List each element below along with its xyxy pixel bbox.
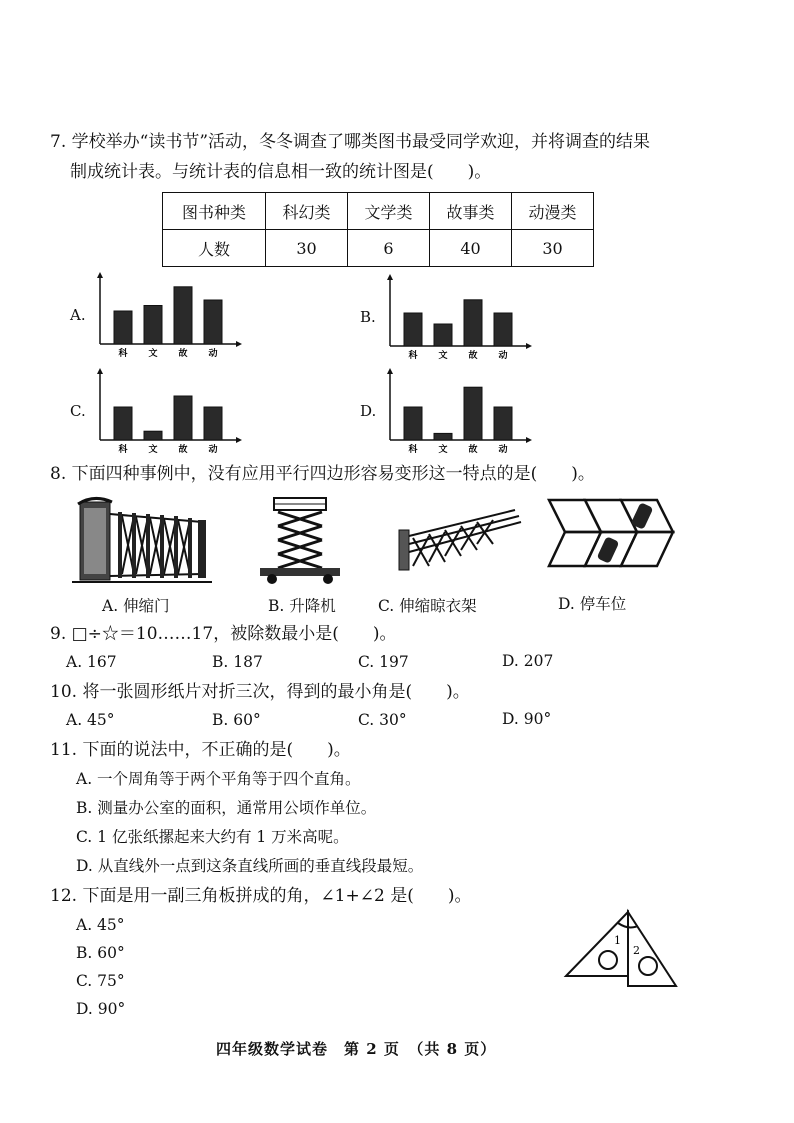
x-tick-label: 文 (438, 351, 448, 361)
q9-text: 9. □÷☆＝10……17，被除数最小是( )。 (50, 624, 397, 644)
x-tick-label: 动 (208, 445, 218, 455)
y-axis-arrow (387, 274, 393, 280)
table-col-scifi: 科幻类 (266, 193, 348, 230)
q10-text: 10. 将一张圆形纸片对折三次，得到的最小角是( )。 (50, 682, 470, 702)
q11-option-d[interactable]: D. 从直线外一点到这条直线所画的垂直线段最短。 (76, 857, 424, 875)
table-col-literature: 文学类 (348, 193, 430, 230)
bar (174, 396, 192, 440)
option-b-label: B. (360, 308, 376, 326)
drying-rack-image (395, 500, 525, 580)
q12-text: 12. 下面是用一副三角板拼成的角，∠1+∠2 是( )。 (50, 886, 472, 906)
x-tick-label: 文 (148, 445, 158, 455)
table-cell: 6 (348, 230, 430, 267)
y-axis-arrow (97, 272, 103, 278)
bar-chart-c[interactable] (90, 366, 250, 456)
bar-chart-a[interactable] (90, 270, 250, 360)
bar (434, 324, 452, 346)
bar (144, 306, 162, 345)
bar (144, 431, 162, 440)
bar (464, 387, 482, 440)
table-cell: 30 (512, 230, 594, 267)
option-d-label: D. (360, 402, 377, 420)
q8-caption-d: D. 停车位 (558, 595, 627, 613)
q11-option-c[interactable]: C. 1 亿张纸摞起来大约有 1 万米高呢。 (76, 828, 349, 846)
q12-option-c[interactable]: C. 75° (76, 972, 125, 990)
x-tick-label: 动 (208, 349, 218, 359)
bar (464, 300, 482, 346)
bar (404, 313, 422, 346)
bar (114, 311, 132, 344)
retractable-gate-image (72, 494, 212, 586)
q11-option-b[interactable]: B. 测量办公室的面积，通常用公顷作单位。 (76, 799, 377, 817)
x-axis-arrow (236, 341, 242, 347)
q7-line1: 7. 学校举办“读书节”活动，冬冬调查了哪类图书最受同学欢迎，并将调查的结果 (50, 132, 651, 152)
q9-option-c[interactable]: C. 197 (358, 653, 409, 671)
bar (404, 407, 422, 440)
q10-option-c[interactable]: C. 30° (358, 711, 407, 729)
table-col-anime: 动漫类 (512, 193, 594, 230)
page-footer: 四年级数学试卷 第 2 页 （共 8 页） (216, 1040, 497, 1058)
x-tick-label: 科 (408, 445, 418, 455)
bar (204, 407, 222, 440)
table-cell: 30 (266, 230, 348, 267)
y-axis-arrow (387, 368, 393, 374)
bar-chart-d[interactable] (380, 366, 540, 456)
table-cell: 40 (430, 230, 512, 267)
q8-caption-b: B. 升降机 (268, 597, 336, 615)
option-a-label: A. (70, 306, 86, 324)
q11-text: 11. 下面的说法中，不正确的是( )。 (50, 740, 351, 760)
y-axis-arrow (97, 368, 103, 374)
x-tick-label: 文 (438, 445, 448, 455)
angle-2-label: 2 (633, 944, 640, 957)
table-header-row (163, 193, 594, 230)
table-row-label: 人数 (163, 230, 266, 267)
q8-caption-a: A. 伸缩门 (102, 597, 170, 615)
x-tick-label: 故 (178, 349, 188, 359)
bar (494, 313, 512, 346)
x-tick-label: 科 (118, 445, 128, 455)
q12-option-b[interactable]: B. 60° (76, 944, 125, 962)
q9-option-b[interactable]: B. 187 (212, 653, 263, 671)
option-c-label: C. (70, 402, 86, 420)
q10-option-b[interactable]: B. 60° (212, 711, 261, 729)
x-axis-arrow (236, 437, 242, 443)
q8-caption-c: C. 伸缩晾衣架 (378, 597, 477, 615)
scissor-lift-image (250, 494, 350, 586)
q7-line2: 制成统计表。与统计表的信息相一致的统计图是( )。 (70, 162, 492, 182)
q9-option-d[interactable]: D. 207 (502, 652, 554, 670)
q12-option-a[interactable]: A. 45° (76, 916, 125, 934)
table-row (163, 230, 594, 267)
q9-option-a[interactable]: A. 167 (66, 653, 117, 671)
q10-option-a[interactable]: A. 45° (66, 711, 115, 729)
bar (494, 407, 512, 440)
x-tick-label: 动 (498, 445, 508, 455)
x-tick-label: 故 (178, 445, 188, 455)
x-axis-arrow (526, 437, 532, 443)
x-axis-arrow (526, 343, 532, 349)
x-tick-label: 故 (468, 351, 478, 361)
x-tick-label: 科 (408, 351, 418, 361)
q11-option-a[interactable]: A. 一个周角等于两个平角等于四个直角。 (76, 770, 361, 788)
angle-1-label: 1 (614, 934, 621, 947)
table-col-story: 故事类 (430, 193, 512, 230)
q10-option-d[interactable]: D. 90° (502, 710, 552, 728)
x-tick-label: 科 (118, 349, 128, 359)
statistics-table (162, 192, 594, 267)
x-tick-label: 动 (498, 351, 508, 361)
bar (114, 407, 132, 440)
bar (434, 433, 452, 440)
x-tick-label: 故 (468, 445, 478, 455)
table-header-label: 图书种类 (163, 193, 266, 230)
x-tick-label: 文 (148, 349, 158, 359)
bar (174, 287, 192, 344)
triangle-rulers-figure (560, 908, 680, 990)
q8-text: 8. 下面四种事例中，没有应用平行四边形容易变形这一特点的是( )。 (50, 464, 595, 484)
parking-spaces-image (545, 494, 685, 574)
bar (204, 300, 222, 344)
q12-option-d[interactable]: D. 90° (76, 1000, 126, 1018)
bar-chart-b[interactable] (380, 272, 540, 362)
